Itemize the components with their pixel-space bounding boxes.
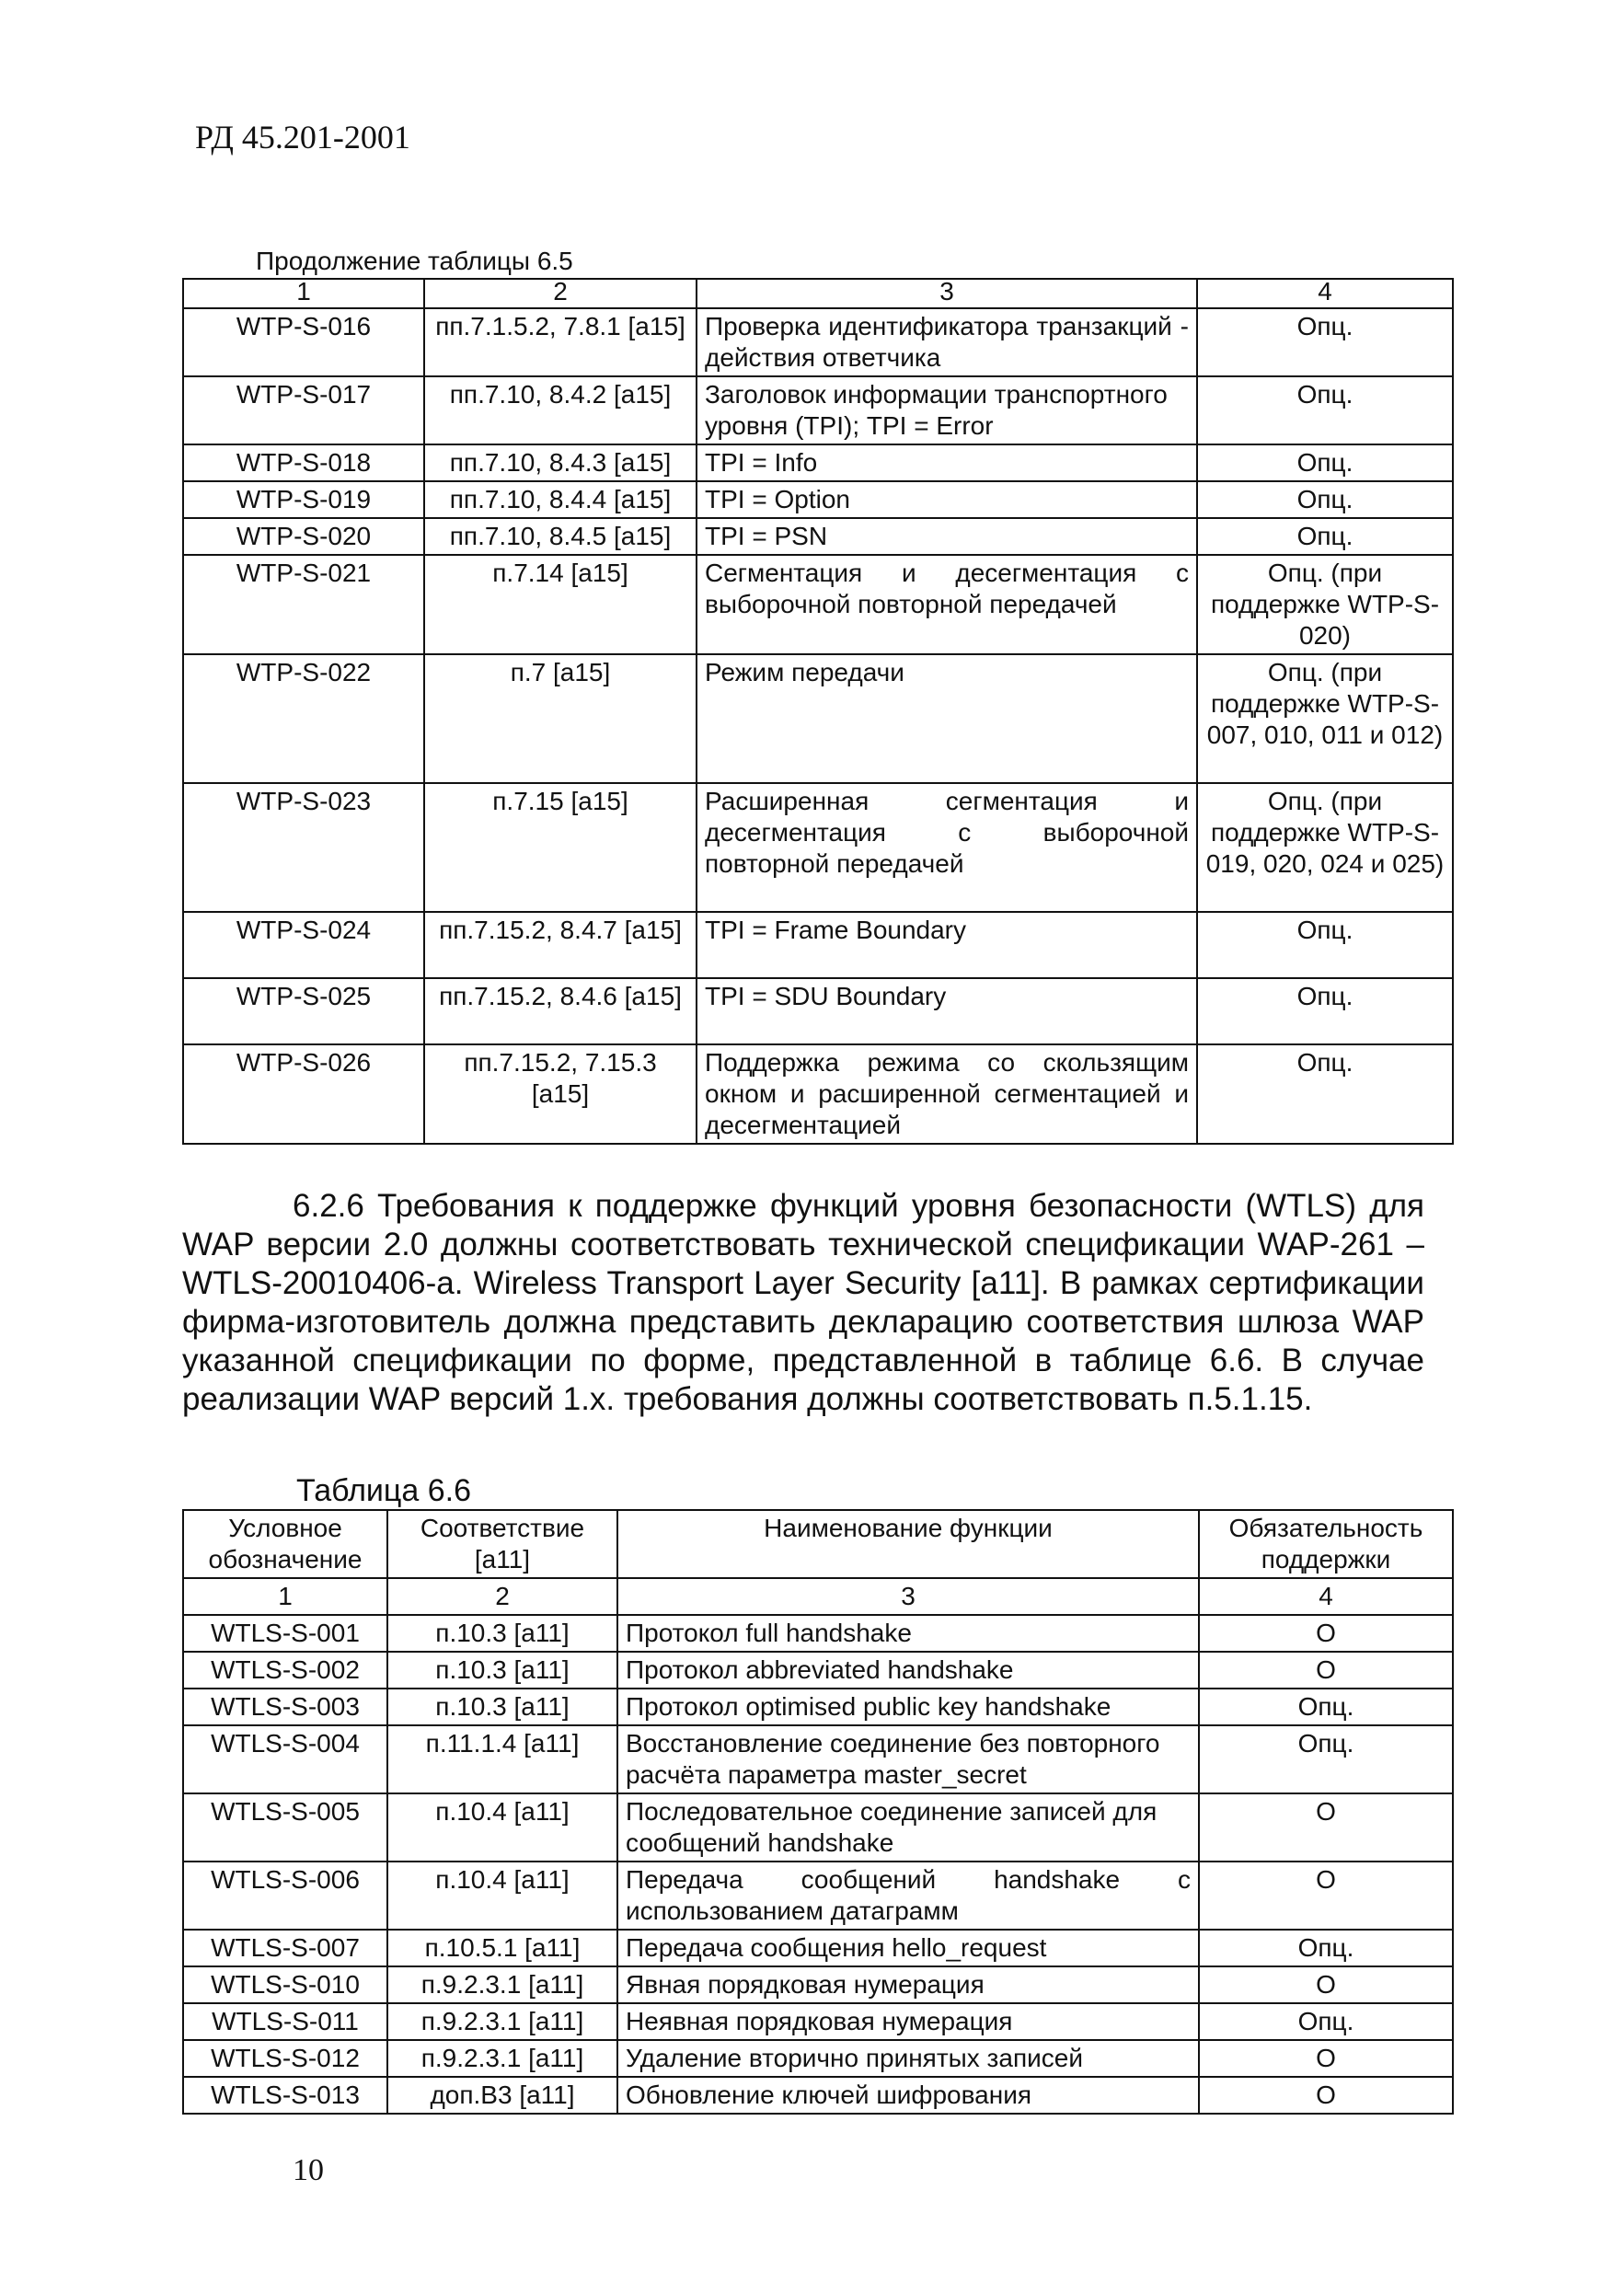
table-row — [183, 2077, 1453, 2114]
function-cell: TPI = Option — [697, 481, 1197, 518]
header-cell: Соответствие [a11] — [387, 1510, 617, 1578]
header-cell: Условное обозначение — [183, 1510, 387, 1578]
col-number: 1 — [183, 1578, 387, 1615]
col-number: 3 — [697, 279, 1197, 308]
table-row — [183, 1615, 1453, 1652]
function-cell: Восстановление соединение без повторного расчёта параметра master_secret — [617, 1725, 1199, 1793]
function-cell: Расширенная сегментация и десегментация с выборочной повторной передачей — [697, 783, 1197, 912]
table-row — [183, 481, 1453, 518]
function-cell: TPI = Frame Boundary — [697, 912, 1197, 978]
function-cell: Явная порядковая нумерация — [617, 1966, 1199, 2003]
code-cell: WTLS-S-011 — [183, 2003, 387, 2040]
table-row — [183, 308, 1453, 376]
support-cell: Опц. — [1197, 444, 1453, 481]
support-cell: Опц. — [1197, 978, 1453, 1044]
code-cell: WTLS-S-012 — [183, 2040, 387, 2077]
header-cell: Наименование функции — [617, 1510, 1199, 1578]
header-cell: Обязательность поддержки — [1199, 1510, 1453, 1578]
table-row — [183, 1966, 1453, 2003]
code-cell: WTP-S-026 — [183, 1044, 424, 1144]
col-number: 2 — [424, 279, 697, 308]
reference-cell: п.9.2.3.1 [a11] — [387, 1966, 617, 2003]
code-cell: WTP-S-023 — [183, 783, 424, 912]
table-row — [183, 1689, 1453, 1725]
function-cell: Проверка идентификатора транзакций - действия ответчика — [697, 308, 1197, 376]
reference-cell: п.10.4 [a11] — [387, 1793, 617, 1862]
function-cell: Сегментация и десегментация с выборочной повторной передачей — [697, 555, 1197, 654]
reference-cell: п.10.3 [a11] — [387, 1689, 617, 1725]
table-row — [183, 1652, 1453, 1689]
function-cell: Поддержка режима со скользящим окном и расширенной сегментацией и десегментацией — [697, 1044, 1197, 1144]
table-row — [183, 978, 1453, 1044]
function-cell: Передача сообщений handshake с использованием датаграмм — [617, 1862, 1199, 1930]
reference-cell: пп.7.15.2, 8.4.7 [a15] — [424, 912, 697, 978]
support-cell: Опц. (при поддержке WTP-S-019, 020, 024 и 025) — [1197, 783, 1453, 912]
table-row — [183, 912, 1453, 978]
reference-cell: п.11.1.4 [a11] — [387, 1725, 617, 1793]
support-cell: O — [1199, 1966, 1453, 2003]
section-6-2-6 — [182, 1187, 1424, 1419]
col-number: 3 — [617, 1578, 1199, 1615]
table-row — [183, 444, 1453, 481]
table-6-6 — [182, 1509, 1454, 2115]
function-cell: Протокол full handshake — [617, 1615, 1199, 1652]
reference-cell: пп.7.1.5.2, 7.8.1 [a15] — [424, 308, 697, 376]
table-row — [183, 1044, 1453, 1144]
function-cell: Заголовок информации транспортного уровня (TPI); TPI = Error — [697, 376, 1197, 444]
support-cell: O — [1199, 1862, 1453, 1930]
col-number: 1 — [183, 279, 424, 308]
code-cell: WTP-S-020 — [183, 518, 424, 555]
table-row — [183, 654, 1453, 783]
reference-cell: п.9.2.3.1 [a11] — [387, 2003, 617, 2040]
support-cell: O — [1199, 2040, 1453, 2077]
table-row — [183, 2003, 1453, 2040]
support-cell: Опц. — [1197, 376, 1453, 444]
code-cell: WTLS-S-010 — [183, 1966, 387, 2003]
function-cell: Последовательное соединение записей для сообщений handshake — [617, 1793, 1199, 1862]
table-6-5-caption: Продолжение таблицы 6.5 — [256, 247, 573, 275]
reference-cell: п.10.5.1 [a11] — [387, 1930, 617, 1966]
table-row — [183, 518, 1453, 555]
document-code: РД 45.201-2001 — [195, 119, 410, 156]
code-cell: WTP-S-024 — [183, 912, 424, 978]
function-cell: Режим передачи — [697, 654, 1197, 783]
section-6-2-6-text: 6.2.6 Требования к поддержке функций уровня безопасности (WTLS) для WAP версии 2.0 должны соответствовать технической спецификации WAP-261 – WTLS-20010406-a. Wireless Transport Layer Security [a11]. В рамках сертификации фирма-изготовитель должна представить декларацию соответствия шлюза WAP указанной спецификации по форме, представленной в таблице 6.6. В случае реализации WAP версий 1.x. требования должны соответствовать п.5.1.15. — [182, 1188, 1424, 1417]
support-cell: Опц. — [1197, 481, 1453, 518]
support-cell: Опц. — [1199, 1689, 1453, 1725]
reference-cell: п.10.3 [a11] — [387, 1652, 617, 1689]
support-cell: Опц. — [1197, 1044, 1453, 1144]
reference-cell: пп.7.10, 8.4.4 [a15] — [424, 481, 697, 518]
reference-cell: пп.7.10, 8.4.3 [a15] — [424, 444, 697, 481]
table-row — [183, 1725, 1453, 1793]
support-cell: Опц. (при поддержке WTP-S-007, 010, 011 и 012) — [1197, 654, 1453, 783]
code-cell: WTLS-S-007 — [183, 1930, 387, 1966]
table-6-6-caption: Таблица 6.6 — [296, 1473, 472, 1508]
code-cell: WTP-S-018 — [183, 444, 424, 481]
function-cell: TPI = Info — [697, 444, 1197, 481]
code-cell: WTLS-S-013 — [183, 2077, 387, 2114]
code-cell: WTP-S-025 — [183, 978, 424, 1044]
function-cell: Протокол optimised public key handshake — [617, 1689, 1199, 1725]
code-cell: WTLS-S-001 — [183, 1615, 387, 1652]
table-6-6-header-row — [183, 1510, 1453, 1578]
code-cell: WTLS-S-003 — [183, 1689, 387, 1725]
table-row — [183, 1862, 1453, 1930]
code-cell: WTLS-S-006 — [183, 1862, 387, 1930]
function-cell: TPI = SDU Boundary — [697, 978, 1197, 1044]
page-number: 10 — [293, 2153, 324, 2187]
support-cell: Опц. — [1197, 912, 1453, 978]
table-row — [183, 783, 1453, 912]
support-cell: Опц. — [1199, 1930, 1453, 1966]
reference-cell: п.9.2.3.1 [a11] — [387, 2040, 617, 2077]
code-cell: WTLS-S-005 — [183, 1793, 387, 1862]
support-cell: Опц. — [1199, 2003, 1453, 2040]
function-cell: Обновление ключей шифрования — [617, 2077, 1199, 2114]
support-cell: Опц. — [1197, 308, 1453, 376]
col-number: 4 — [1199, 1578, 1453, 1615]
function-cell: Неявная порядковая нумерация — [617, 2003, 1199, 2040]
support-cell: O — [1199, 2077, 1453, 2114]
support-cell: O — [1199, 1615, 1453, 1652]
reference-cell: пп.7.15.2, 8.4.6 [a15] — [424, 978, 697, 1044]
reference-cell: доп.B3 [a11] — [387, 2077, 617, 2114]
table-row — [183, 555, 1453, 654]
table-6-6-column-numbers — [183, 1578, 1453, 1615]
support-cell: Опц. — [1197, 518, 1453, 555]
reference-cell: пп.7.10, 8.4.2 [a15] — [424, 376, 697, 444]
reference-cell: пп.7.10, 8.4.5 [a15] — [424, 518, 697, 555]
col-number: 4 — [1197, 279, 1453, 308]
support-cell: Опц. (при поддержке WTP-S-020) — [1197, 555, 1453, 654]
table-row — [183, 1793, 1453, 1862]
function-cell: Передача сообщения hello_request — [617, 1930, 1199, 1966]
table-row — [183, 2040, 1453, 2077]
col-number: 2 — [387, 1578, 617, 1615]
support-cell: O — [1199, 1652, 1453, 1689]
code-cell: WTP-S-022 — [183, 654, 424, 783]
function-cell: Удаление вторично принятых записей — [617, 2040, 1199, 2077]
support-cell: Опц. — [1199, 1725, 1453, 1793]
function-cell: Протокол abbreviated handshake — [617, 1652, 1199, 1689]
code-cell: WTP-S-016 — [183, 308, 424, 376]
reference-cell: п.7.14 [a15] — [424, 555, 697, 654]
function-cell: TPI = PSN — [697, 518, 1197, 555]
table-6-5-column-numbers — [183, 279, 1453, 308]
code-cell: WTLS-S-004 — [183, 1725, 387, 1793]
table-row — [183, 376, 1453, 444]
reference-cell: пп.7.15.2, 7.15.3 [a15] — [424, 1044, 697, 1144]
code-cell: WTLS-S-002 — [183, 1652, 387, 1689]
reference-cell: п.10.3 [a11] — [387, 1615, 617, 1652]
table-row — [183, 1930, 1453, 1966]
code-cell: WTP-S-019 — [183, 481, 424, 518]
code-cell: WTP-S-021 — [183, 555, 424, 654]
code-cell: WTP-S-017 — [183, 376, 424, 444]
reference-cell: п.7.15 [a15] — [424, 783, 697, 912]
reference-cell: п.10.4 [a11] — [387, 1862, 617, 1930]
table-6-5 — [182, 278, 1454, 1145]
reference-cell: п.7 [a15] — [424, 654, 697, 783]
support-cell: O — [1199, 1793, 1453, 1862]
